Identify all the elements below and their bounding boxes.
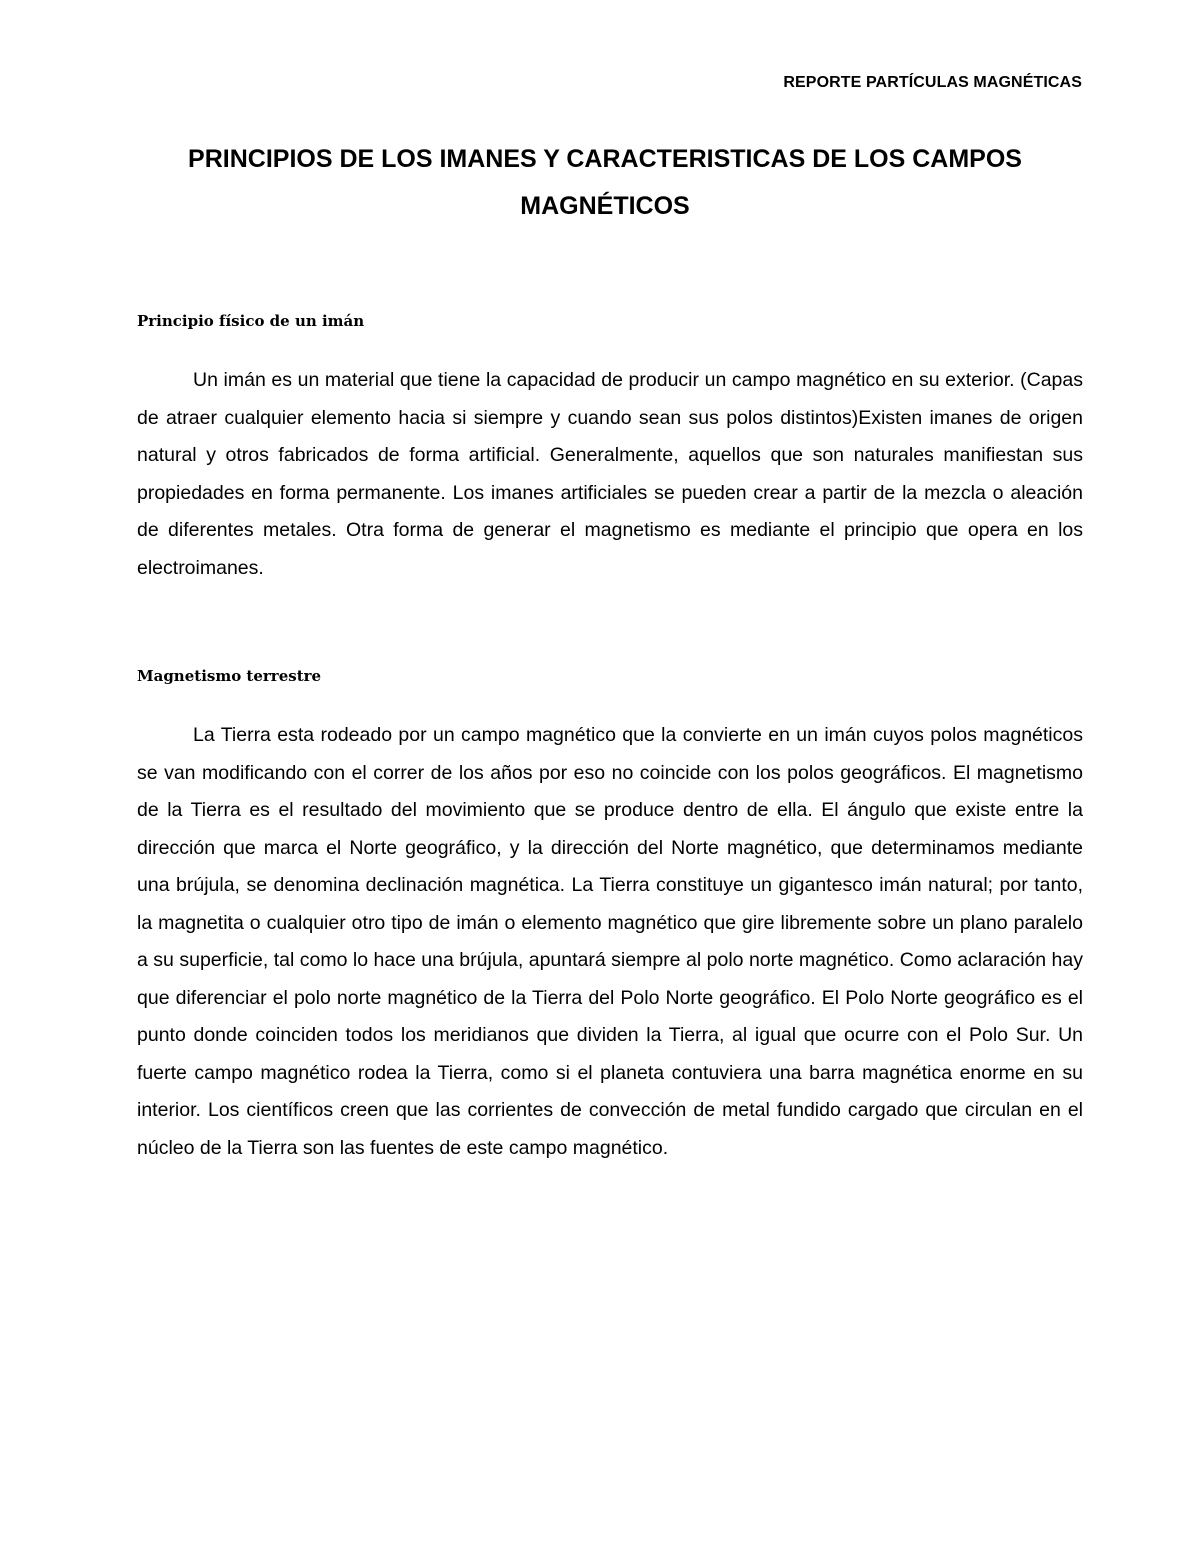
section-heading-magnetismo-terrestre: Magnetismo terrestre bbox=[137, 667, 322, 685]
document-title: PRINCIPIOS DE LOS IMANES Y CARACTERISTICAS DE LOS CAMPOS MAGNÉTICOS bbox=[188, 145, 1022, 220]
paragraph-principio-fisico: Un imán es un material que tiene la capacidad de producir un campo magnético en su exterior. (Capas de atraer cualquier elemento hacia si siempre y cuando sean sus polos distintos)Existen imanes de origen natural y otros fabricados de forma artificial. Generalmente, aquellos que son naturales manifiestan sus propiedades en forma permanente. Los imanes artificiales se pueden crear a partir de la mezcla o aleación de diferentes metales. Otra forma de generar el magnetismo es mediante el principio que opera en los electroimanes. bbox=[137, 369, 1083, 579]
section-heading-principio-fisico: Principio físico de un imán bbox=[137, 312, 365, 330]
running-header: REPORTE PARTÍCULAS MAGNÉTICAS bbox=[783, 74, 1082, 91]
paragraph-magnetismo-terrestre: La Tierra esta rodeado por un campo magnético que la convierte en un imán cuyos polos magnéticos se van modificando con el correr de los años por eso no coincide con los polos geográficos. El magnetismo de la Tierra es el resultado del movimiento que se produce dentro de ella. El ángulo que existe entre la dirección que marca el Norte geográfico, y la dirección del Norte magnético, que determinamos mediante una brújula, se denomina declinación magnética. La Tierra constituye un gigantesco imán natural; por tanto, la magnetita o cualquier otro tipo de imán o elemento magnético que gire libremente sobre un plano paralelo a su superficie, tal como lo hace una brújula, apuntará siempre al polo norte magnético. Como aclaración hay que diferenciar el polo norte magnético de la Tierra del Polo Norte geográfico. El Polo Norte geográfico es el punto donde coinciden todos los meridianos que dividen la Tierra, al igual que ocurre con el Polo Sur. Un fuerte campo magnético rodea la Tierra, como si el planeta contuviera una barra magnética enorme en su interior. Los científicos creen que las corrientes de convección de metal fundido cargado que circulan en el núcleo de la Tierra son las fuentes de este campo magnético. bbox=[137, 724, 1083, 1159]
